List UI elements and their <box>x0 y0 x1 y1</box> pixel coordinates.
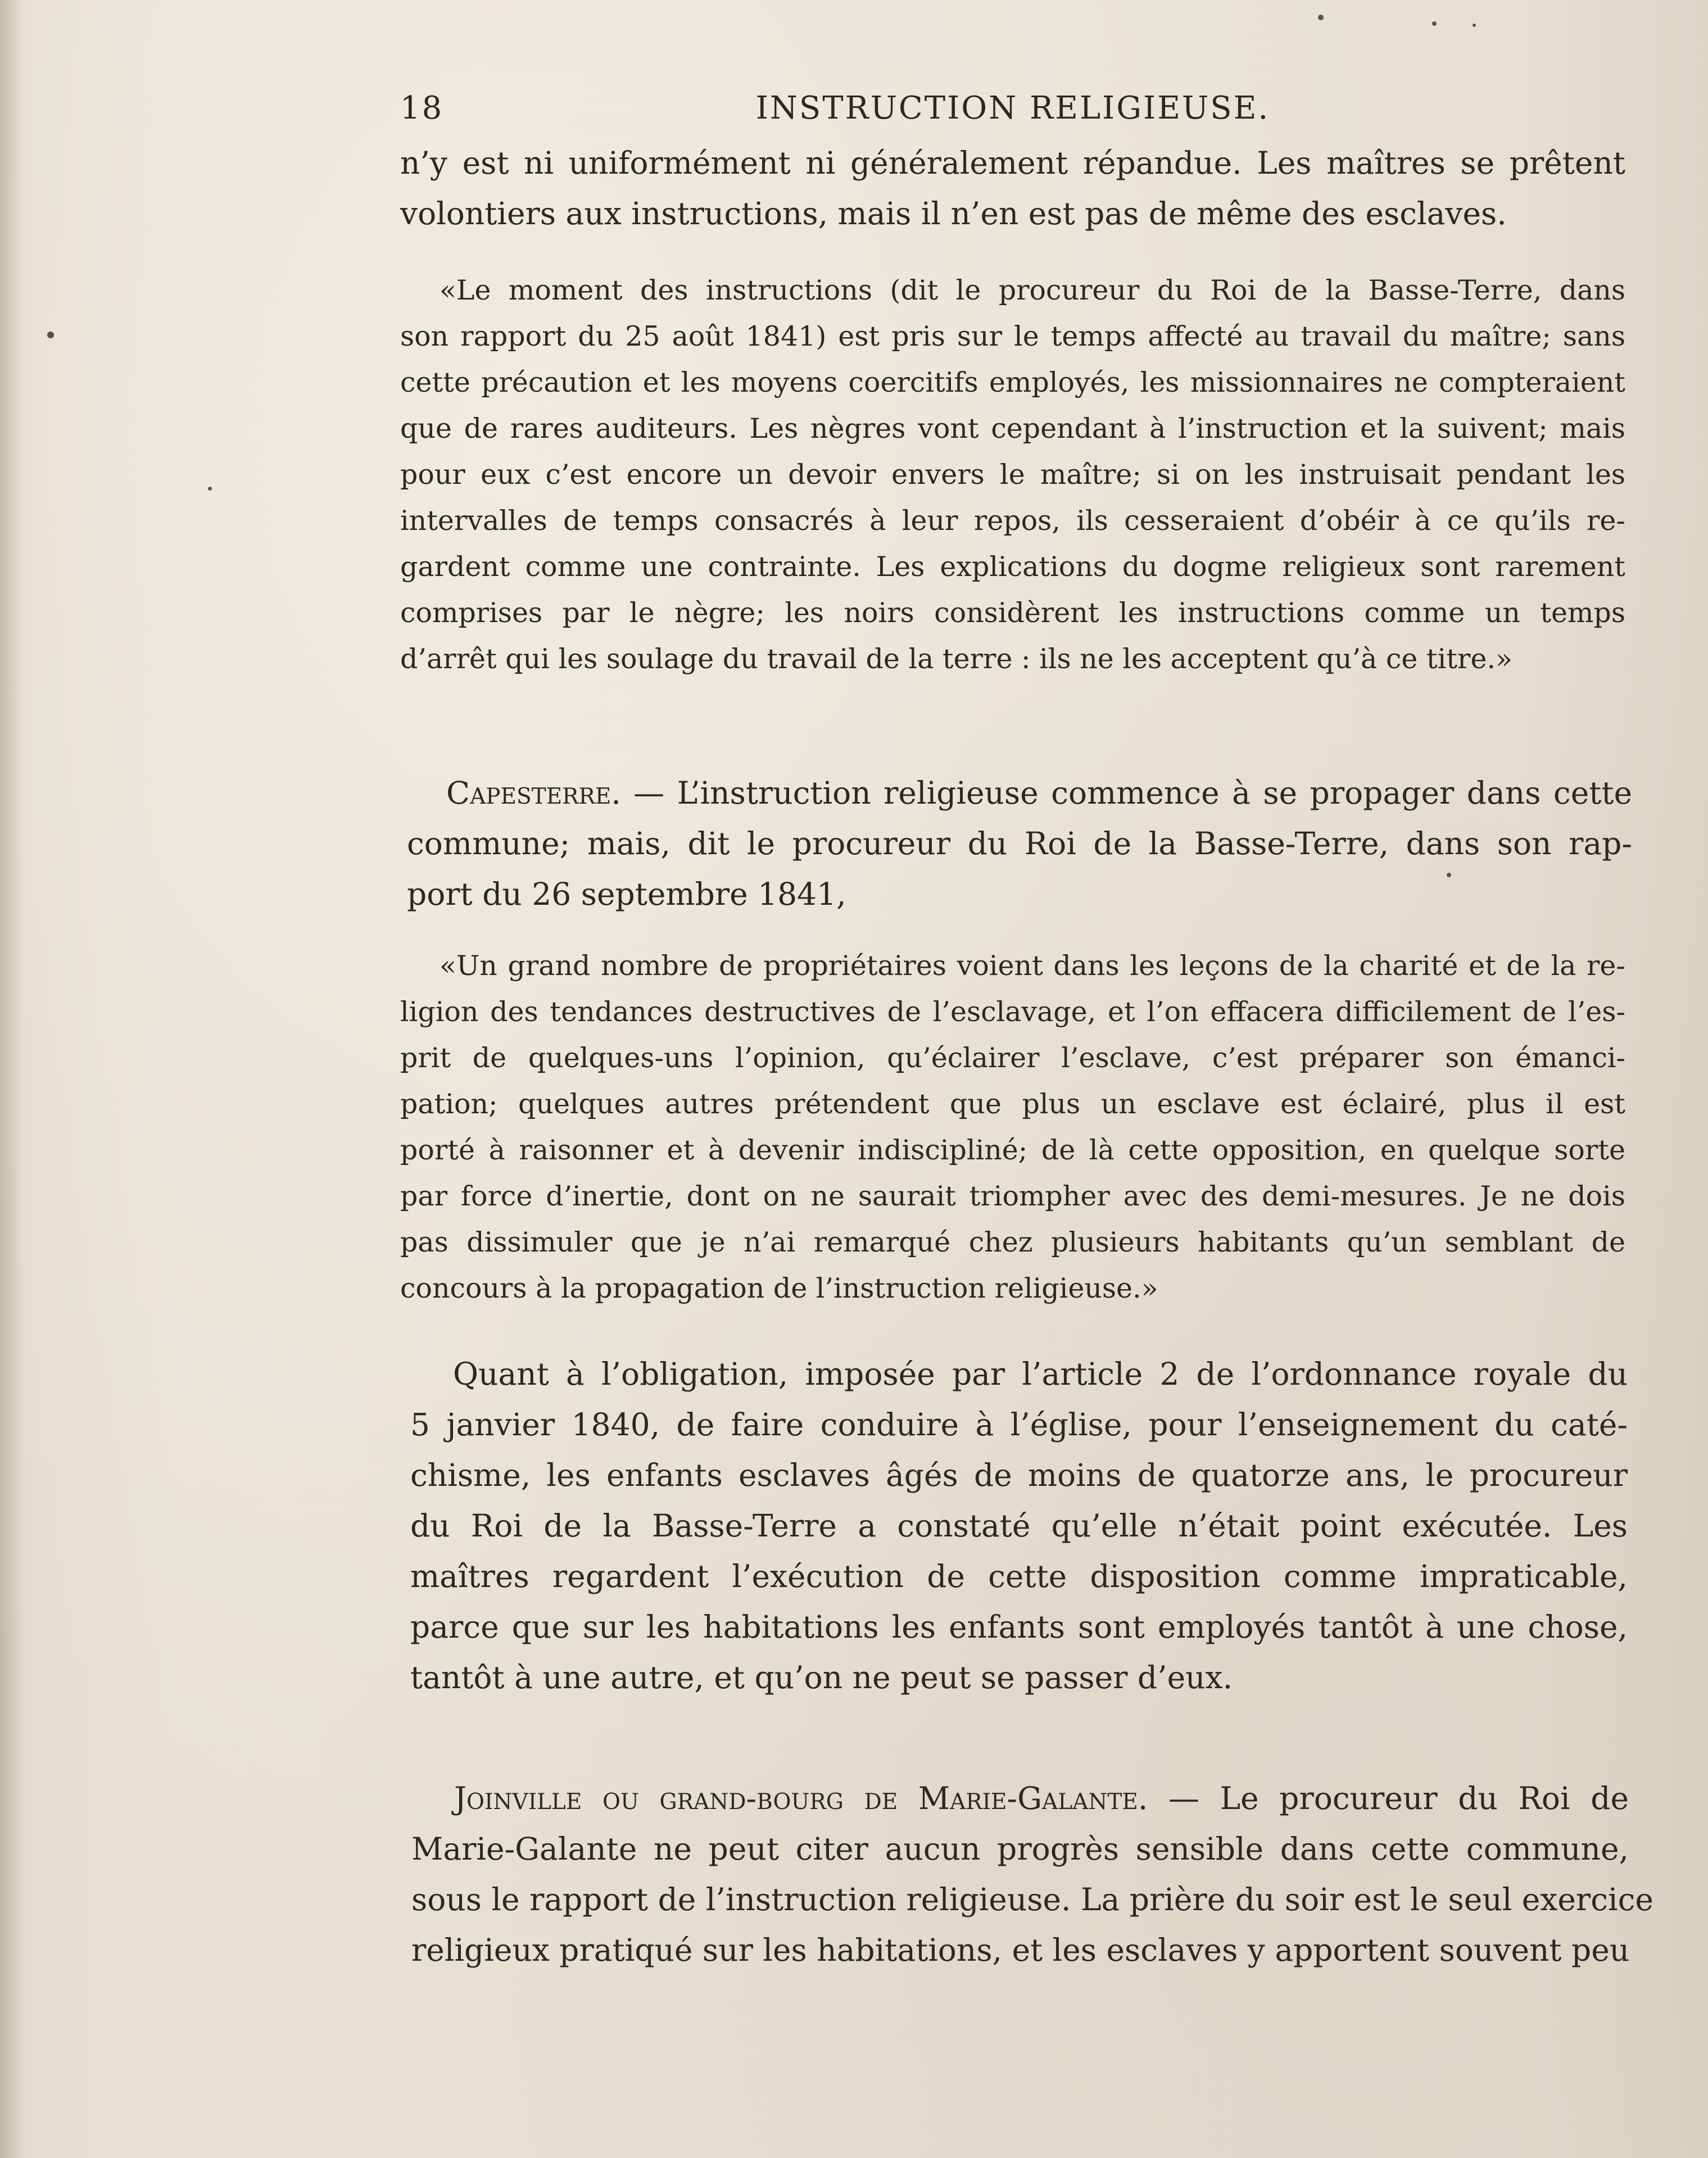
ink-speck <box>1473 24 1476 27</box>
ink-speck <box>1318 15 1324 20</box>
ink-speck <box>47 332 54 338</box>
text-line: intervalles de temps consacrés à leur repos, ils cesseraient d’obéir à ce qu’ils re- <box>400 505 1625 537</box>
page-number: 18 <box>400 90 444 126</box>
running-title: INSTRUCTION RELIGIEUSE. <box>755 90 1270 126</box>
text-line: concours à la propagation de l’instruction religieuse.» <box>400 1272 1158 1304</box>
text-line: ligion des tendances destructives de l’esclavage, et l’on effacera difficilement de l’es- <box>400 996 1625 1028</box>
text-line: porté à raisonner et à devenir indiscipliné; de là cette opposition, en quelque sorte <box>400 1134 1625 1166</box>
text-line: prit de quelques-uns l’opinion, qu’éclairer l’esclave, c’est préparer son émanci- <box>400 1042 1625 1074</box>
section-capesterre <box>407 768 1632 919</box>
section-joinville <box>411 1773 1653 1975</box>
paragraph-obligation <box>410 1349 1628 1703</box>
text-line: d’arrêt qui les soulage du travail de la terre : ils ne les acceptent qu’à ce titre.» <box>400 643 1512 675</box>
text-line: tantôt à une autre, et qu’on ne peut se passer d’eux. <box>410 1660 1233 1695</box>
text-line: pas dissimuler que je n’ai remarqué chez plusieurs habitants qu’un semblant de <box>400 1226 1625 1258</box>
text-line: pour eux c’est encore un devoir envers le maître; si on les instruisait pendant les <box>400 459 1625 491</box>
ink-speck <box>208 487 212 491</box>
text-line: cette précaution et les moyens coercitifs employés, les missionnaires ne compteraient <box>400 366 1625 398</box>
quotation-basse-terre-1841-08 <box>400 268 1625 682</box>
section-heading-capesterre: Capesterre. <box>446 775 621 811</box>
text-line: sous le rapport de l’instruction religieuse. La prière du soir est le seul exercice <box>411 1882 1653 1917</box>
text-line: 5 janvier 1840, de faire conduire à l’église, pour l’enseignement du caté- <box>410 1407 1628 1443</box>
text-segment: — L’instruction religieuse commence à se propager dans cette <box>620 775 1632 811</box>
text-line: par force d’inertie, dont on ne saurait triompher avec des demi-mesures. Je ne dois <box>400 1180 1625 1212</box>
section-heading-joinville: Joinville ou grand-bourg de Marie-Galante. <box>454 1780 1148 1816</box>
text-line: son rapport du 25 août 1841) est pris sur le temps affecté au travail du maître; sans <box>400 320 1625 352</box>
text-line: parce que sur les habitations les enfants sont employés tantôt à une chose, <box>410 1609 1628 1645</box>
text-line <box>407 768 1632 818</box>
page-edge-shadow <box>0 0 22 2158</box>
text-line: «Le moment des instructions (dit le procureur du Roi de la Basse-Terre, dans <box>440 274 1625 306</box>
paragraph-continuation <box>400 138 1625 239</box>
text-line: religieux pratiqué sur les habitations, et les esclaves y apportent souvent peu <box>411 1932 1630 1968</box>
text-line <box>411 1773 1629 1824</box>
text-segment: — Le procureur du Roi de <box>1148 1780 1629 1816</box>
text-line: que de rares auditeurs. Les nègres vont cependant à l’instruction et la suivent; mais <box>400 412 1625 445</box>
text-line: volontiers aux instructions, mais il n’en est pas de même des esclaves. <box>400 196 1507 232</box>
text-line: du Roi de la Basse-Terre a constaté qu’elle n’était point exécutée. Les <box>410 1508 1628 1544</box>
text-line: Marie-Galante ne peut citer aucun progrès sensible dans cette commune, <box>411 1831 1629 1867</box>
text-line: «Un grand nombre de propriétaires voient dans les leçons de la charité et de la re- <box>440 950 1625 982</box>
text-line: comprises par le nègre; les noirs considèrent les instructions comme un temps <box>400 597 1625 629</box>
quotation-basse-terre-1841-09 <box>400 943 1625 1312</box>
text-line: Quant à l’obligation, imposée par l’article 2 de l’ordonnance royale du <box>453 1356 1628 1392</box>
text-line: commune; mais, dit le procureur du Roi de la Basse-Terre, dans son rap- <box>407 826 1632 862</box>
text-line: maîtres regardent l’exécution de cette disposition comme impraticable, <box>410 1558 1628 1594</box>
text-line: chisme, les enfants esclaves âgés de moins de quatorze ans, le procureur <box>410 1457 1628 1493</box>
ink-speck <box>1432 21 1437 26</box>
text-line: n’y est ni uniformément ni généralement répandue. Les maîtres se prêtent <box>400 145 1625 181</box>
page-header <box>400 90 1625 129</box>
text-line: gardent comme une contrainte. Les explications du dogme religieux sont rarement <box>400 551 1625 583</box>
text-line: port du 26 septembre 1841, <box>407 876 846 912</box>
text-line: pation; quelques autres prétendent que plus un esclave est éclairé, plus il est <box>400 1088 1625 1120</box>
